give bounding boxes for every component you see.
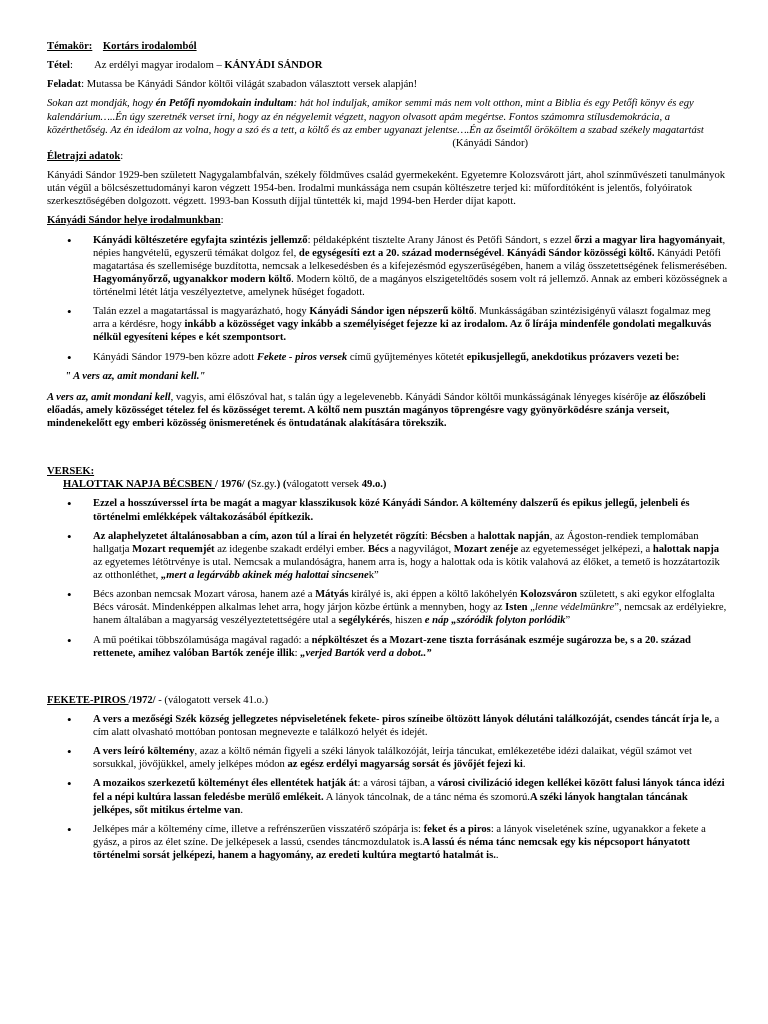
- text-bold: Isten: [505, 602, 528, 614]
- text: című gyűjteményes kötetét: [347, 351, 467, 363]
- bio-heading: [47, 150, 728, 163]
- text-bold: feket és a piros: [423, 823, 491, 835]
- intro-quote: [47, 97, 728, 149]
- task-value: : Mutassa be Kányádi Sándor költői világát szabadon választott versek alapján!: [81, 79, 418, 91]
- text: ”: [565, 615, 571, 627]
- text: királyé is, aki éppen a költő lakóhelyén: [348, 589, 521, 601]
- text-bold: Kányádi Sándor közösségi költő.: [506, 247, 655, 259]
- text-italic: lenne védelmünkre: [534, 602, 615, 614]
- title-colon: :: [69, 60, 73, 72]
- place-list: [47, 234, 728, 364]
- title-value: Az erdélyi magyar irodalom –: [94, 60, 225, 72]
- text-bold: inkább a közösséget vagy inkább a személyiséget fejezze ki az irodalom. Az ő lírája mindenféle gondolati megalkuvás nélkül egyesíteni képes e két szempontsort.: [93, 319, 712, 344]
- text: az idegenbe szakadt erdélyi ember.: [214, 543, 368, 555]
- text-bold-italic: A vers az, amit mondani kell: [47, 391, 171, 403]
- text: ”, nemcsak az erdélyiekre, hanem általában a magyarság veszélyeztetettségére utal a: [93, 602, 727, 627]
- list-item: [47, 777, 728, 816]
- text: Talán ezzel a magatartással is magyarázható, hogy: [93, 306, 310, 318]
- versek-heading: [47, 465, 728, 478]
- text: , az Ágoston-rendiek templomában hallgatja: [93, 530, 699, 555]
- text: .: [501, 247, 507, 259]
- topic-line: [47, 40, 728, 53]
- title-bold: KÁNYÁDI SÁNDOR: [224, 60, 323, 72]
- text: az egyetemes létötrvénye is utal. Nemcsak a mulandóságra, hanem arra is, hogy a halottak oda is kötik valahová az élőket, a temető is hozzátartozik az otthonléthet,: [93, 556, 720, 581]
- vers-paragraph: [47, 391, 728, 430]
- text-bold: Hagyományőrző, ugyanakkor modern költő: [93, 273, 292, 285]
- text-bold-italic: e náp „szóródik folyton porlódik: [424, 615, 566, 627]
- title-label: Tétel: [47, 60, 70, 72]
- list-item: [47, 234, 728, 300]
- quote-part: Sokan azt mondják, hogy: [47, 98, 156, 110]
- text-bold: az egész erdélyi magyarság sorsát és jövőjét fejezi ki: [287, 759, 523, 771]
- list-item: [47, 530, 728, 583]
- bio-text: Kányádi Sándor 1929-ben született Nagygalambfalván, székely földműves család gyermekeként. Egyetemre Kolozsvárott járt, ahol színművészeti tanulmányok után végül a bölcsészettudományi karon végzett 1954-ben. Irodalmi munkássága nem csupán költészetre terjed ki: műfordítóként is jelentős, folyóiratok szerkesztőségében dolgozott. végzett. 1993-ban Kossuth díjjal tüntették ki, majd 1994-ben Herder díjat kapott.: [47, 170, 726, 208]
- text: A mű poétikai többszólamúsága magával ragadó: a: [93, 634, 312, 646]
- text-bold: halottak napján: [477, 530, 550, 542]
- text: , népies hangvételű, egyszerű témákat dolgoz fel,: [93, 234, 726, 259]
- text: k”: [368, 570, 379, 581]
- text-bold: Bécsben: [430, 530, 468, 542]
- quote-author: (Kányádi Sándor): [452, 137, 528, 149]
- text: „: [527, 602, 535, 614]
- text-bold: de egységesíti ezt a 20. század modernségével: [298, 247, 502, 259]
- poem1-meta: Sz.gy.: [250, 479, 277, 491]
- text-bold: Kányádi költészetére egyfajta szintézis jellemző: [93, 234, 308, 246]
- poem2-title: [47, 694, 728, 707]
- poem2-title-text: FEKETE-PIROS: [47, 694, 129, 706]
- poem2-meta: /1972/: [128, 694, 156, 706]
- text: az egyetemességet jelképezi, a: [518, 543, 653, 555]
- vers-quote: " A vers az, amit mondani kell.": [65, 370, 206, 382]
- text: , hiszen: [389, 615, 425, 627]
- bio-heading-colon: :: [120, 150, 124, 162]
- text: : példaképként tisztelte Arany Jánost és Petőfi Sándort, s ezzel: [307, 234, 575, 246]
- text: :: [294, 647, 301, 659]
- poem1-meta: / 1976/ (: [214, 479, 251, 491]
- title-line: [47, 59, 728, 72]
- task-line: [47, 78, 728, 91]
- text-bold: Kányádi Sándor igen népszerű költő: [309, 306, 474, 318]
- text-bold: A lassú és néma tánc nemcsak egy kis népcsoport hányatott történelmi sorsát jelképezi, hanem a hagyomány, az eredeti kultúra megtartó hatalmát is.: [93, 836, 690, 861]
- text-bold: A vers a mezőségi Szék község jellegzetes népviseletének fekete- piros színeibe öltözött lányok délutáni találkozóját, csendes táncát írja le,: [93, 713, 712, 725]
- text: Kányádi Petőfi magatartása és szellemisége buzdította, nemcsak a lelkesedésben és a kifejezésmód egyszerűségében, hanem a világ összetettségének felismerésében.: [93, 247, 728, 272]
- poem2-meta: - (válogatott versek 41.o.): [155, 694, 268, 706]
- text: a nagyvilágot,: [388, 543, 454, 555]
- text: , vagyis, ami élőszóval hat, s talán úgy a legelevenebb. Kányádi Sándor költői munkásságának lényeges kísérője: [170, 391, 650, 403]
- text: .: [240, 804, 244, 816]
- quote-bold: én Petőfi nyomdokain indultam: [155, 98, 294, 110]
- list-item: [47, 351, 728, 364]
- text-bold: Az alaphelyzetet általánosabban a cím, azon túl a lírai én helyzetét rögzíti: [93, 530, 425, 542]
- place-heading-colon: :: [220, 215, 224, 227]
- text-bold: Mátyás: [315, 589, 349, 601]
- text-bold: őrzi a magyar lira hagyományait: [574, 234, 723, 246]
- place-heading-text: Kányádi Sándor helye irodalmunkban: [47, 215, 221, 227]
- poem1-list: [47, 497, 728, 659]
- topic-value: Kortárs irodalomból: [102, 41, 197, 52]
- list-item: [47, 588, 728, 627]
- text-bold: segélykérés: [338, 615, 390, 627]
- text-bold: halottak napja: [652, 543, 720, 555]
- quote-part: : hát hol induljak, amikor semmi más nem volt otthon, mint a Biblia és egy Petőfi könyv és egy kalendárium…..Én úgy szeretnék verset írni, hogy az én négyelemit végzett, nagyon olvasott apám megértse. Fontos számomra stílusdemokrácia, a közérthetőség. Az én ideálom az volna, hogy a szó és a tett, a költő és az ember ugyanazt jelentse….Én az őseimtől örököltem a szabad székely magatartást: [47, 98, 704, 136]
- text: a cím alatt olvasható mottóban pontosan megnevezte e találkozó helyét és idejét.: [93, 713, 720, 738]
- poem1-title-text: HALOTTAK NAPJA BÉCSBEN: [63, 479, 215, 491]
- task-label: Feladat: [47, 79, 82, 91]
- text-bold: városi civilizáció idegen kellékei között falusi lányok tánca idézi fel a népi kultúra lassan feledésbe merülő emlékeit.: [93, 778, 725, 803]
- text-bold: A vers leíró költemény: [93, 746, 195, 758]
- text-bold: Kolozsváron: [520, 589, 578, 601]
- bio-heading-text: Életrajzi adatok: [47, 150, 121, 162]
- list-item: [47, 713, 728, 739]
- text: Bécs azonban nemcsak Mozart városa, hanem azé a: [93, 589, 316, 601]
- text-bold: Bécs: [367, 543, 389, 555]
- list-item: [47, 497, 728, 523]
- text: :: [424, 530, 431, 542]
- text-bold: A széki lányok hangtalan táncának jelképes, sőt mitikus értelme van: [93, 791, 688, 816]
- versek-heading-text: VERSEK:: [47, 466, 95, 478]
- text-bold: Ezzel a hosszúverssel írta be magát a magyar klasszikusok közé Kányádi Sándor. A költemény dalszerű és epikus jellegű, jelenbeli és történelmi emlékképek váltakozásából építkezik.: [93, 498, 690, 523]
- text: Kányádi Sándor 1979-ben közre adott: [93, 351, 257, 363]
- text: a: [467, 530, 478, 542]
- text-bold: Mozart zenéje: [453, 543, 519, 555]
- text: .: [522, 759, 526, 771]
- text-bold: A mozaikos szerkezetű költeményt éles ellentétek hatják át: [93, 778, 358, 790]
- place-heading: [47, 214, 728, 227]
- text: A lányok táncolnak, de a tánc néma és szomorú.: [323, 791, 530, 803]
- text: . Modern költő, de a magányos elszigeteltődés sosem volt rá jellemző. Annak az emberi közösségnek a történelmi létét látja veszélyeztetve, amelynek hűséget fogadott.: [93, 273, 728, 298]
- text-bold: epikusjellegű, anekdotikus prózavers vezeti be:: [466, 351, 680, 363]
- poem1-meta: ) (: [276, 479, 287, 491]
- poem1-meta: válogatott versek: [286, 479, 362, 491]
- text: . Munkásságában szintézisigényű választ fogalmaz meg arra a kérdésre, hogy: [93, 306, 711, 331]
- list-item: [47, 745, 728, 771]
- poem1-meta: ): [382, 479, 387, 491]
- poem2-list: [47, 713, 728, 862]
- text: Jelképes már a költemény címe, illetve a refrénszerűen visszatérő szópárja is:: [93, 823, 424, 835]
- poem1-meta: 49.o.: [361, 479, 383, 491]
- text: : a lányok viseletének színe, ugyanakkor a fekete a gyász, a piros az élet színe. De jelképesek a lassú, csendes táncmozdulatok is.: [93, 823, 706, 848]
- list-item: [47, 305, 728, 344]
- topic-label: Témakör:: [47, 41, 93, 52]
- text-bold-italic: „verjed Bartók verd a dobot..”: [300, 647, 432, 659]
- text-bold-italic: „mert a legárvább akinek még halottai sincsene: [160, 570, 369, 581]
- list-item: [47, 634, 728, 660]
- text-bold: Mozart requemjét: [132, 543, 215, 555]
- text-bold: az élőszóbeli előadás, amely közösséget tételez fel és közösséget teremt. A költő nem pusztán magányos töprengésre vagy gyönyörködésre szánja verseit, mindenekelőtt egy emberi közösség önismeretének és öntudatának alakítására törekszik.: [47, 391, 706, 429]
- text-bold-italic: Fekete - piros versek: [256, 351, 348, 363]
- list-item: [47, 823, 728, 862]
- text: : a városi tájban, a: [357, 778, 438, 790]
- text-bold: népköltészet és a Mozart-zene tiszta forrásának eszméje sugározza be, s a 20. század rettenete, amihez valóban Bartók zenéje illik: [93, 634, 691, 659]
- text: .: [495, 850, 499, 861]
- text: , azaz a költő némán figyeli a széki lányok találkozóját, leírja táncukat, emlékezetébe idézi dalaikat, végül számot vet sorsukkal, jövőjükkel, amely jelképes módon: [93, 746, 692, 771]
- poem1-title: [63, 478, 728, 491]
- text: született, s aki egykor elfoglalta Bécs városát. Mindenképpen alkalmas lehet arra, hogy járjon közbe értünk a mennyben, hogy az: [93, 589, 715, 614]
